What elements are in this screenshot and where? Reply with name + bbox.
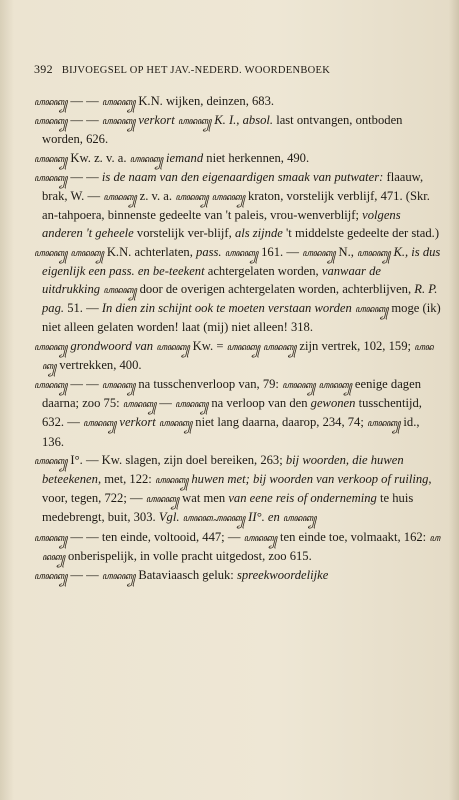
javanese-script: ꦲꦤꦏ꧀ [103, 192, 137, 203]
javanese-script: ꦲꦤꦏ꧀ [222, 513, 245, 524]
page-gutter-shadow [449, 0, 459, 800]
javanese-script: ꦲꦤꦏ꧀ [357, 247, 391, 258]
javanese-script: ꦲꦤꦏ꧀ [34, 97, 68, 107]
dictionary-entry: ꦲꦤꦏ꧀ — — is de naam van den eigenaardigen smaak van putwater: flaauw, brak, W. — ꦲꦤꦏ꧀ z. v. a. ꦲꦤꦏ꧀ ꦲꦤꦏ꧀ kraton, vorstelijk verblijf, 471. (Skr. an-tahpoera, binnenste gedeelte van 't paleis, vrou-wenverblijf; volgens anderen 't geheele vorstelijk ver-blijf, als zijnde 't middelste gedeelte der stad.) [34, 169, 440, 241]
javanese-script: ꦲꦤꦏ꧀ [103, 285, 137, 296]
dictionary-entry: ꦲꦤꦏ꧀ I°. — Kw. slagen, zijn doel bereiken, 263; bij woorden, die huwen beteekenen, met, 122: ꦲꦤꦏ꧀ huwen met; bij woorden van verkoop of ruiling, voor, tegen, 722; — ꦲꦤꦏ꧀ wat men van eene reis of onderneming te huis medebrengt, buit, 303. Vgl. ꦲꦤꦏ꧀ꦲꦤꦏ꧀ II°. en ꦲꦤꦏ꧀ [34, 452, 432, 525]
javanese-script: ꦲꦤꦏ꧀ [174, 399, 209, 410]
dictionary-entry: ꦲꦤꦏ꧀ — — ꦲꦤꦏ꧀ verkort ꦲꦤꦏ꧀ K. I., absol. last ontvangen, ontboden worden, 626. [34, 113, 403, 147]
javanese-script: ꦲꦤꦏ꧀ [122, 399, 157, 410]
javanese-script: ꦲꦤꦏ꧀ [82, 418, 117, 429]
javanese-script: ꦲꦤꦏ꧀ [282, 513, 317, 524]
page-header [34, 62, 434, 77]
javanese-script: ꦲꦤꦏ꧀ [158, 418, 193, 429]
dictionary-entry: ꦲꦤꦏ꧀ grondwoord van ꦲꦤꦏ꧀ Kw. = ꦲꦤꦏ꧀ ꦲꦤꦏ꧀ zijn vertrek, 102, 159; ꦲꦤꦏ꧀ vertrekken, 400. [34, 338, 434, 372]
javanese-script: ꦲꦤꦏ꧀ [154, 475, 189, 486]
javanese-script: ꦲꦤꦏ꧀ [182, 513, 223, 524]
javanese-script: ꦲꦤꦏ꧀ [42, 532, 440, 562]
javanese-script: ꦲꦤꦏ꧀ [243, 532, 277, 543]
javanese-script: ꦲꦤꦏ꧀ [211, 192, 245, 203]
javanese-script: ꦲꦤꦏ꧀ [34, 532, 68, 543]
dictionary-entry: ꦲꦤꦏ꧀ — — ꦲꦤꦏ꧀ Bataviaasch geluk: spreekwoordelijke [34, 568, 329, 583]
dictionary-entry: ꦲꦤꦏ꧀ Kw. z. v. a. ꦲꦤꦏ꧀ iemand niet herkennen, 490. [34, 150, 310, 165]
javanese-script: ꦲꦤꦏ꧀ [34, 455, 68, 466]
running-title: BIJVOEGSEL OP HET JAV.-NEDERD. WOORDENBOEK [61, 65, 331, 76]
javanese-script: ꦲꦤꦏ꧀ [42, 341, 434, 371]
page-number: 392 [34, 62, 53, 76]
javanese-script: ꦲꦤꦏ꧀ [302, 247, 336, 258]
javanese-script: ꦲꦤꦏ꧀ [354, 304, 389, 315]
javanese-script: ꦲꦤꦏ꧀ [101, 571, 136, 582]
javanese-script: ꦲꦤꦏ꧀ [34, 341, 68, 352]
javanese-script: ꦲꦤꦏ꧀ [34, 153, 68, 164]
javanese-script: ꦲꦤꦏ꧀ [226, 341, 260, 352]
javanese-script: ꦲꦤꦏ꧀ [175, 192, 209, 203]
javanese-script: ꦲꦤꦏ꧀ [101, 97, 136, 107]
javanese-script: ꦲꦤꦏ꧀ [318, 380, 352, 391]
dictionary-entry: ꦲꦤꦏ꧀ — — ꦲꦤꦏ꧀ K.N. wijken, deinzen, 683. [34, 94, 275, 108]
dictionary-entry: ꦲꦤꦏ꧀ — — ten einde, voltooid, 447; — ꦲꦤꦏ꧀ ten einde toe, volmaakt, 162: ꦲꦤꦏ꧀ onberispelijk, in volle pracht uitgedost, zoo 615. [34, 529, 440, 563]
javanese-script: ꦲꦤꦏ꧀ [156, 341, 190, 352]
dictionary-text [34, 92, 442, 585]
javanese-script: ꦲꦤꦏ꧀ [34, 172, 68, 183]
javanese-script: ꦲꦤꦏ꧀ [145, 494, 179, 505]
javanese-script: ꦲꦤꦏ꧀ [367, 418, 401, 429]
dictionary-entry: ꦲꦤꦏ꧀ ꦲꦤꦏ꧀ K.N. achterlaten, pass. ꦲꦤꦏ꧀ 161. — ꦲꦤꦏ꧀ N., ꦲꦤꦏ꧀ K., is dus eigenlijk een pass. en be-teekent achtergelaten worden, vanwaar de uitdrukking ꦲꦤꦏ꧀ door de overigen achtergelaten worden, achterblijven, R. P. pag. 51. — In dien zin schijnt ook te moeten verstaan worden ꦲꦤꦏ꧀ moge (ik) niet alleen gelaten worden! laat (mij) niet alleen! 318. [34, 244, 441, 335]
javanese-script: ꦲꦤꦏ꧀ [101, 380, 136, 391]
javanese-script: ꦲꦤꦏ꧀ [101, 116, 136, 127]
javanese-script: ꦲꦤꦏ꧀ [34, 571, 68, 582]
javanese-script: ꦲꦤꦏ꧀ [129, 153, 163, 164]
javanese-script: ꦲꦤꦏ꧀ [34, 116, 68, 127]
javanese-script: ꦲꦤꦏ꧀ [34, 380, 68, 391]
javanese-script: ꦲꦤꦏ꧀ [224, 247, 258, 258]
javanese-script: ꦲꦤꦏ꧀ [282, 380, 316, 391]
javanese-script: ꦲꦤꦏ꧀ [34, 247, 68, 258]
dictionary-entry: ꦲꦤꦏ꧀ — — ꦲꦤꦏ꧀ na tusschenverloop van, 79: ꦲꦤꦏ꧀ ꦲꦤꦏ꧀ eenige dagen daarna; zoo 75: ꦲꦤꦏ꧀ — ꦲꦤꦏ꧀ na verloop van den gewonen tusschentijd, 632. — ꦲꦤꦏ꧀ verkort ꦲꦤꦏ꧀ niet lang daarna, daarop, 234, 74; ꦲꦤꦏ꧀ id., 136. [34, 377, 422, 449]
javanese-script: ꦲꦤꦏ꧀ [70, 247, 104, 258]
javanese-script: ꦲꦤꦏ꧀ [263, 341, 297, 352]
javanese-script: ꦲꦤꦏ꧀ [177, 116, 212, 127]
